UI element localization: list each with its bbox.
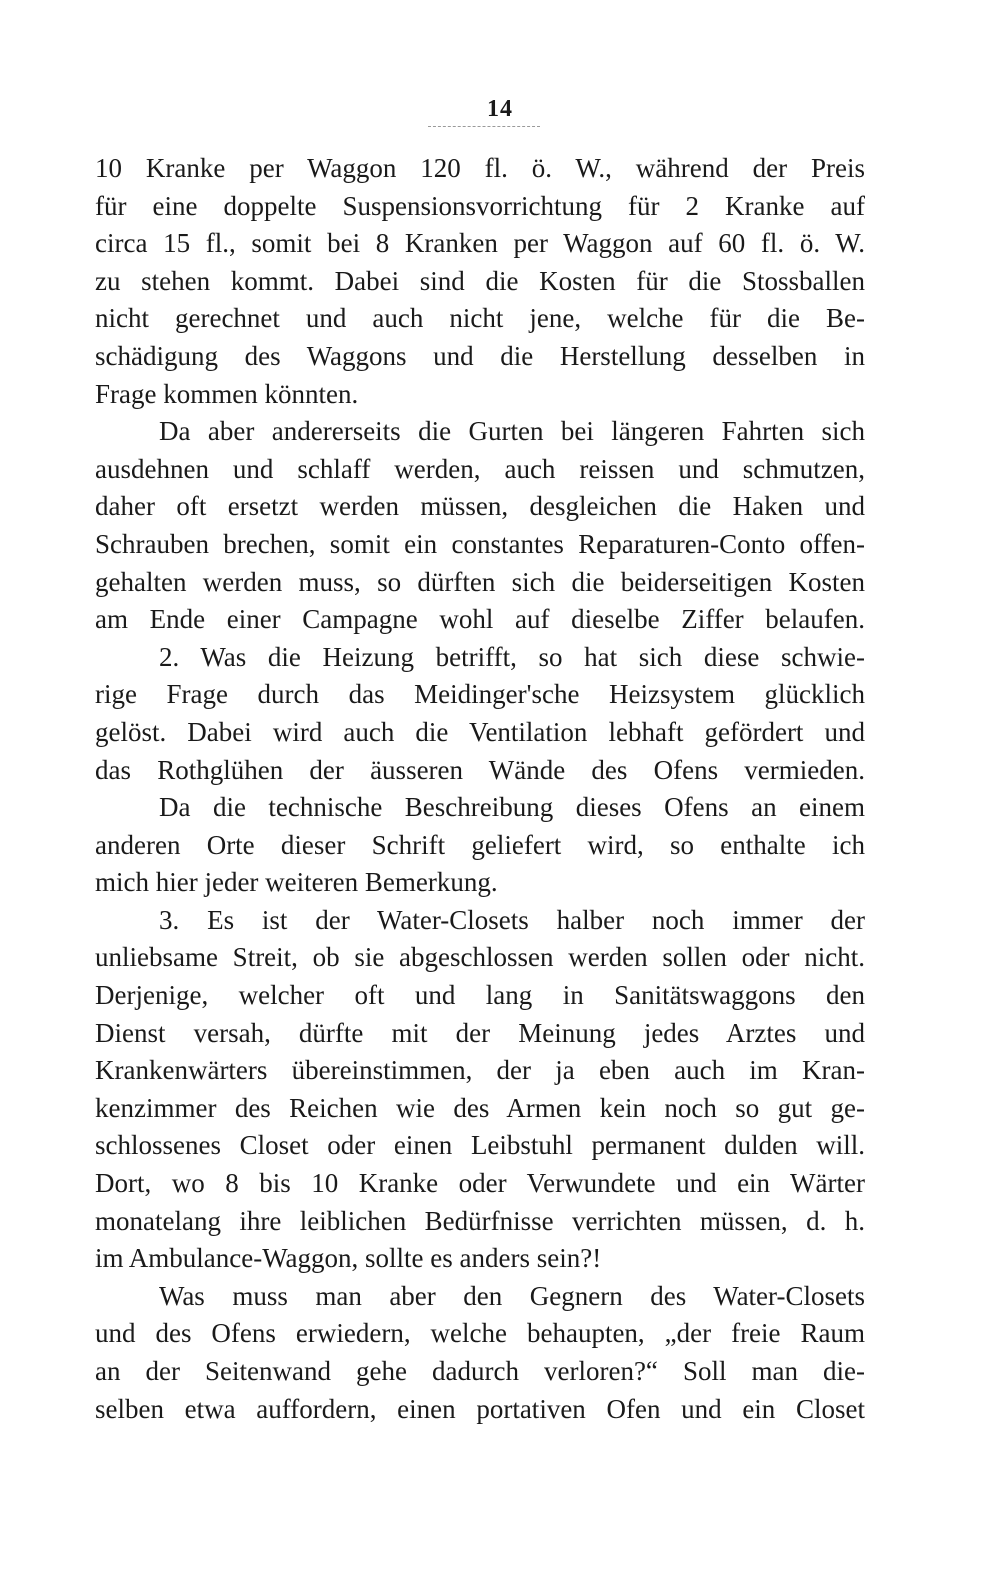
text-line: Krankenwärters übereinstimmen, der ja eben auch im Kran- xyxy=(95,1055,865,1086)
text-line: und des Ofens erwiedern, welche behaupten, „der freie Raum xyxy=(95,1318,865,1349)
text-line: 3. Es ist der Water-Closets halber noch immer der xyxy=(159,904,865,935)
text-line: gelöst. Dabei wird auch die Ventilation lebhaft gefördert und xyxy=(95,716,865,747)
text-line: 10 Kranke per Waggon 120 fl. ö. W., während der Preis xyxy=(95,153,865,183)
text-line: schädigung des Waggons und die Herstellung desselben in xyxy=(95,340,865,371)
text-line: 2. Was die Heizung betrifft, so hat sich diese schwie- xyxy=(159,641,865,672)
body-text xyxy=(95,150,865,1428)
text-line: kenzimmer des Reichen wie des Armen kein noch so gut ge- xyxy=(95,1092,865,1123)
text-line: monatelang ihre leiblichen Bedürfnisse verrichten müssen, d. h. xyxy=(95,1205,865,1236)
text-line: Dort, wo 8 bis 10 Kranke oder Verwundete und ein Wärter xyxy=(95,1168,865,1199)
text-line: Dienst versah, dürfte mit der Meinung jedes Arztes und xyxy=(95,1017,865,1048)
page-number-rule xyxy=(428,126,540,127)
text-line: am Ende einer Campagne wohl auf dieselbe Ziffer belaufen. xyxy=(95,604,865,635)
page-number: 14 xyxy=(487,96,513,122)
text-line: Da aber andererseits die Gurten bei längeren Fahrten sich xyxy=(159,416,865,447)
text-line: daher oft ersetzt werden müssen, desgleichen die Haken und xyxy=(95,491,865,522)
text-line: gehalten werden muss, so dürften sich die beiderseitigen Kosten xyxy=(95,566,865,597)
text-line: im Ambulance-Waggon, sollte es anders sein?! xyxy=(95,1243,602,1274)
text-line: für eine doppelte Suspensionsvorrichtung für 2 Kranke auf xyxy=(95,190,865,221)
text-line: an der Seitenwand gehe dadurch verloren?“ Soll man die- xyxy=(95,1356,865,1386)
text-line: mich hier jeder weiteren Bemerkung. xyxy=(95,867,498,898)
text-line: rige Frage durch das Meidinger'sche Heizsystem glücklich xyxy=(95,679,865,710)
text-line: selben etwa auffordern, einen portativen Ofen und ein Closet xyxy=(95,1393,865,1424)
text-line: Schrauben brechen, somit ein constantes Reparaturen-Conto offen- xyxy=(95,528,865,559)
text-line: circa 15 fl., somit bei 8 Kranken per Waggon auf 60 fl. ö. W. xyxy=(95,228,865,259)
text-line: unliebsame Streit, ob sie abgeschlossen werden sollen oder nicht. xyxy=(95,942,865,973)
text-line: Derjenige, welcher oft und lang in Sanitätswaggons den xyxy=(95,980,865,1011)
text-line: nicht gerechnet und auch nicht jene, welche für die Be- xyxy=(95,303,865,334)
text-line: anderen Orte dieser Schrift geliefert wird, so enthalte ich xyxy=(95,829,865,860)
text-line: schlossenes Closet oder einen Leibstuhl permanent dulden will. xyxy=(95,1130,865,1161)
text-line: zu stehen kommt. Dabei sind die Kosten für die Stossballen xyxy=(95,265,865,296)
text-line: das Rothglühen der äusseren Wände des Ofens vermieden. xyxy=(95,754,865,785)
text-line: Da die technische Beschreibung dieses Ofens an einem xyxy=(159,792,865,823)
text-line: Was muss man aber den Gegnern des Water-Closets xyxy=(159,1280,865,1311)
text-line: Frage kommen könnten. xyxy=(95,378,359,409)
text-line: ausdehnen und schlaff werden, auch reissen und schmutzen, xyxy=(95,453,865,484)
